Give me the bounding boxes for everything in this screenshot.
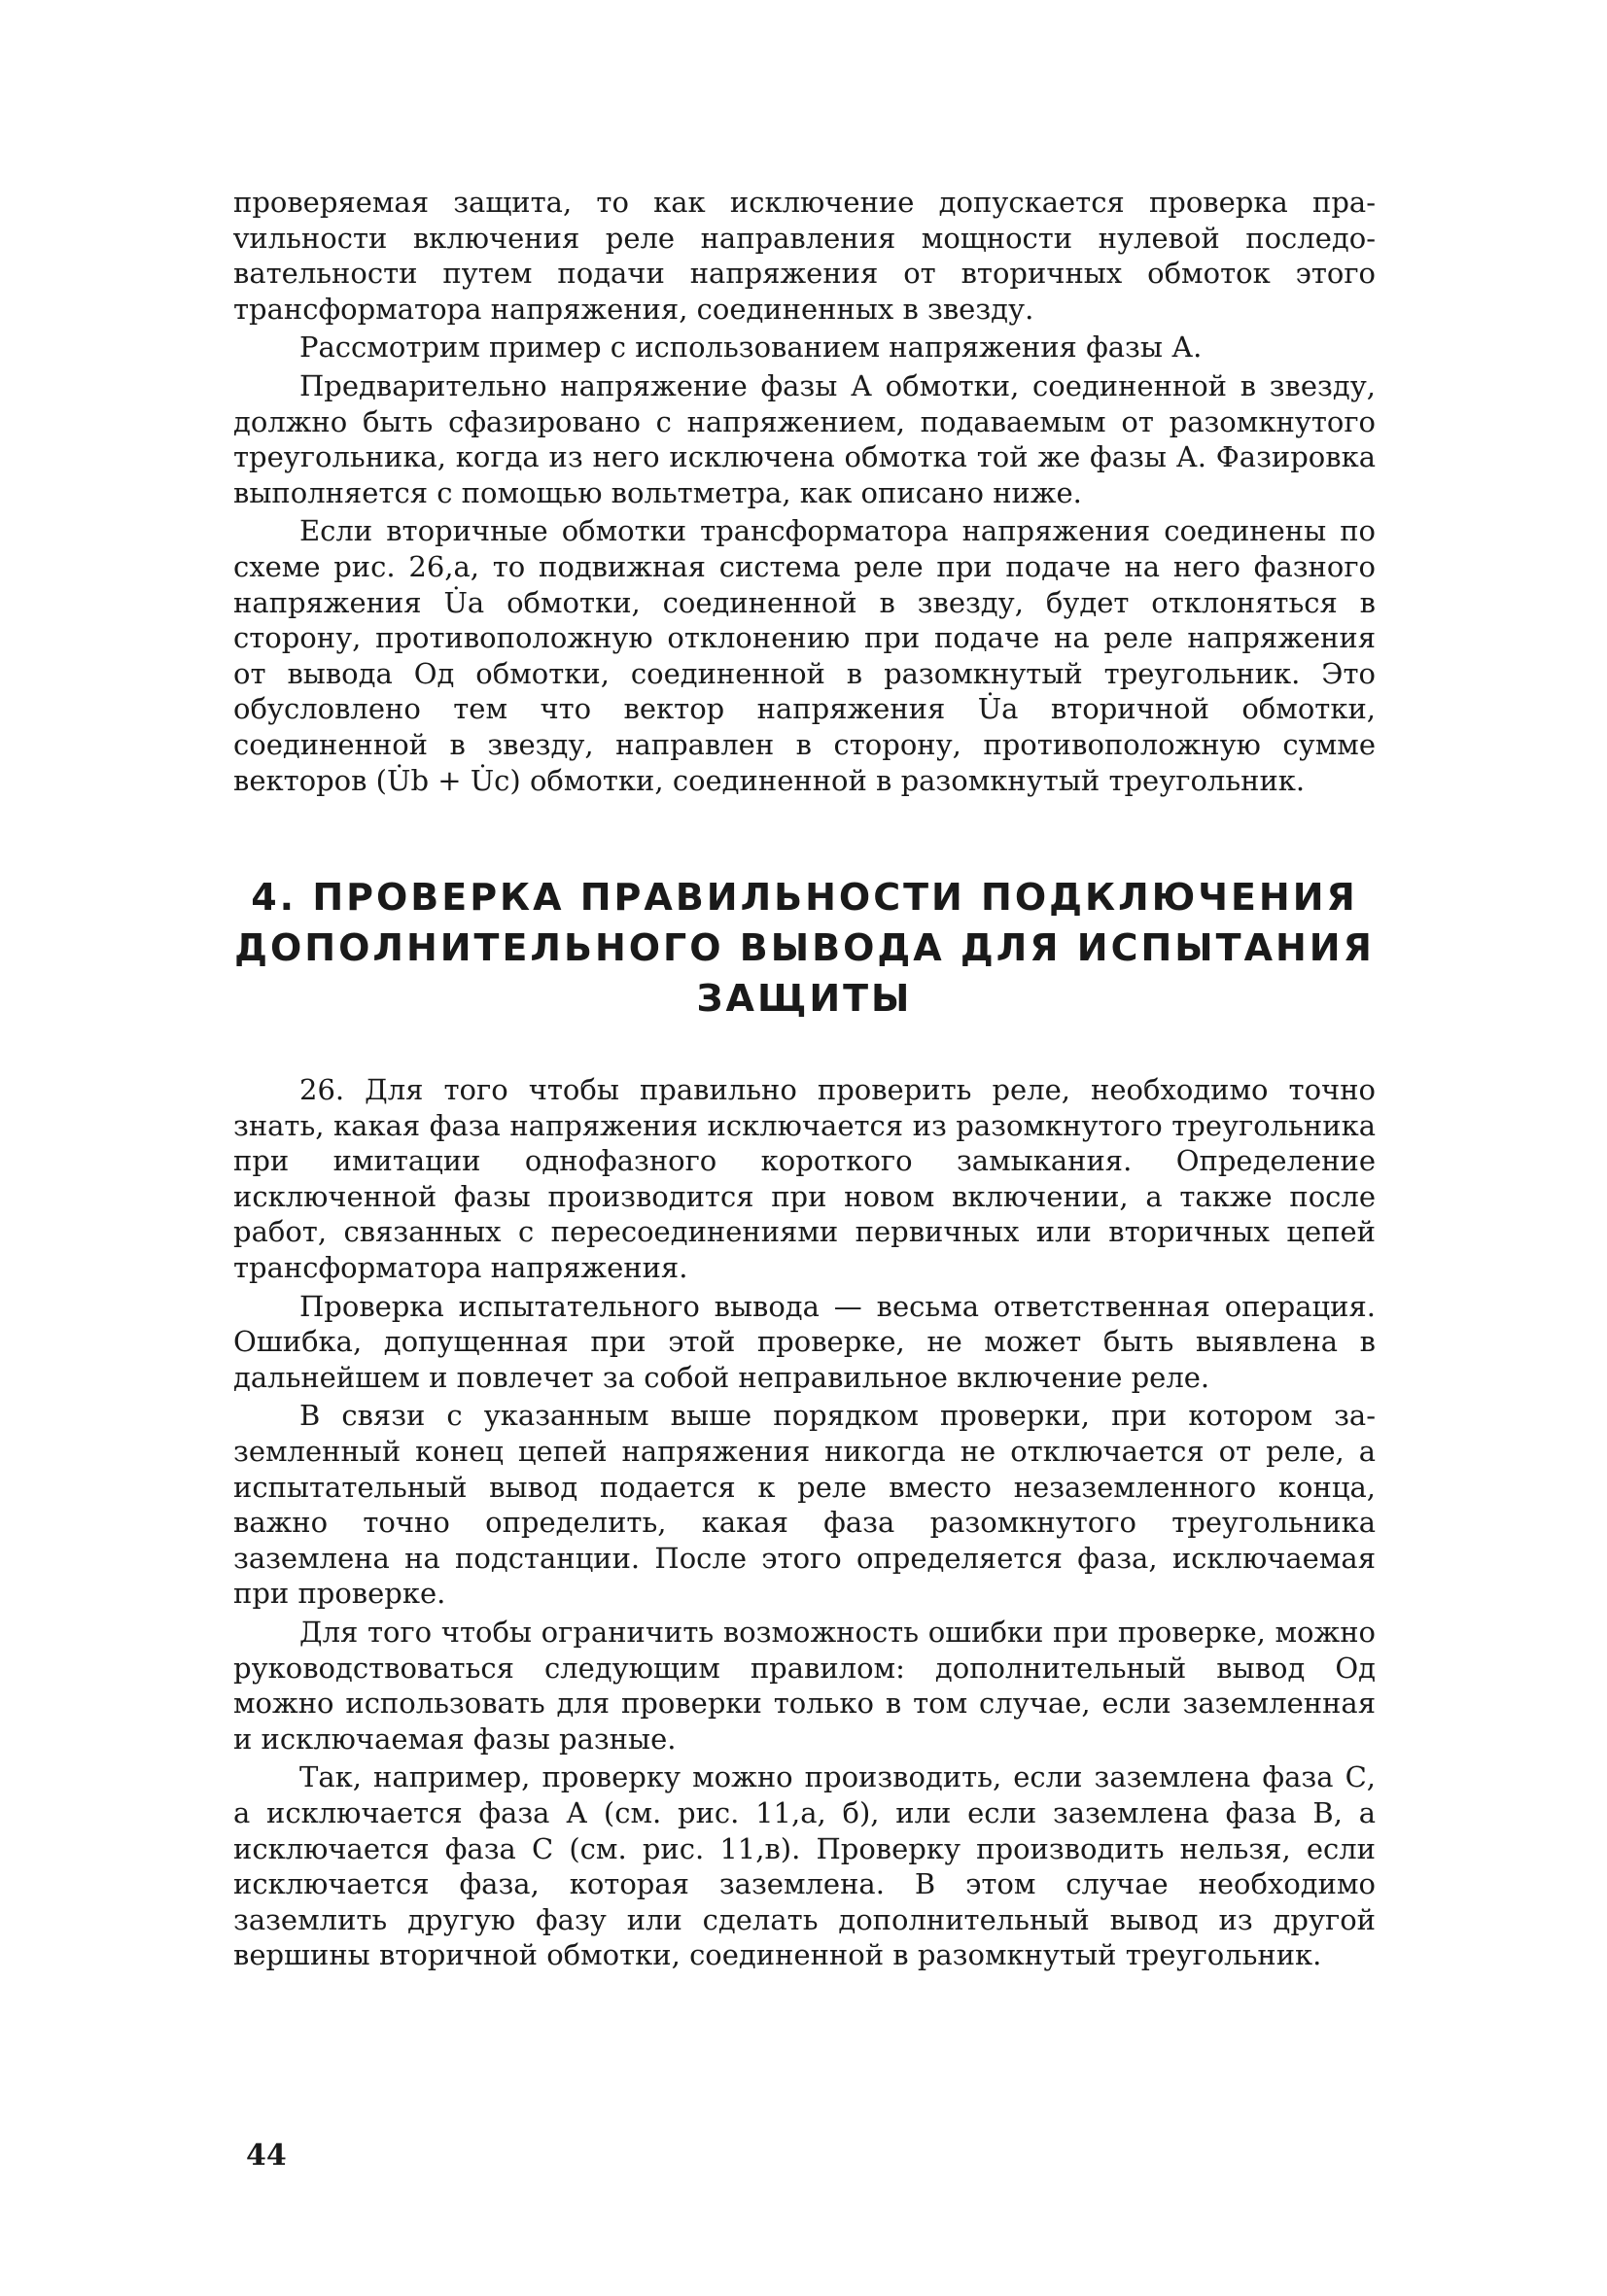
page-number: 44: [246, 2139, 287, 2173]
paragraph-example: Рассмотрим пример с использованием напряжения фазы А.: [299, 330, 1203, 365]
section-heading-line-1: 4. ПРОВЕРКА ПРАВИЛЬНОСТИ ПОДКЛЮЧЕНИЯ: [251, 876, 1358, 920]
paragraph-continued: проверяемая защита, то как исключение допускается проверка праvильности включения реле направления мощности нулевой последовательности путем подачи напряжения от вторичных обмоток этого трансформатора напряжения, соединенных в звезду.: [233, 186, 1376, 326]
paragraph-test-output-check: Проверка испытательного вывода — весьма ответственная операция. Ошибка, допущенная при этой проверке, не может быть выявлена в дальнейшем и повлечет за собой неправильное включение реле.: [233, 1289, 1376, 1394]
paragraph-26: 26. Для того чтобы правильно проверить реле, необходимо точно знать, какая фаза напряжения исключается из разомкнутого треугольника при имитации однофазного короткого замыкания. Определение исключенной фазы производится при новом включении, а также после работ, связанных с пересоединениями первичных или вторичных цепей трансформатора напряжения.: [233, 1073, 1376, 1285]
section-heading-line-3: ЗАЩИТЫ: [696, 977, 913, 1021]
section-heading-line-2: ДОПОЛНИТЕЛЬНОГО ВЫВОДА ДЛЯ ИСПЫТАНИЯ: [234, 926, 1375, 970]
paragraph-rule: Для того чтобы ограничить возможность ошибки при проверке, можно руководствоваться следующим правилом: дополнительный вывод Од можно использовать для проверки только в том случае, если заземленная и исключаемая фазы разные.: [233, 1616, 1376, 1756]
paragraph-grounded-end: В связи с указанным выше порядком проверки, при котором заземленный конец цепей напряжения никогда не отключается от реле, а испытательный вывод подается к реле вместо незаземленного конца, важно точно определить, какая фаза разомкнутого треугольника заземлена на подстанции. После этого определяется фаза, исключаемая при проверке.: [233, 1399, 1376, 1611]
paragraph-phasing: Предварительно напряжение фазы А обмотки, соединенной в звезду, должно быть сфазировано с напряжением, подаваемым от разомкнутого треугольника, когда из него исключена обмотка той же фазы А. Фазировка выполняется с помощью вольтметра, как описано ниже.: [233, 368, 1376, 509]
paragraph-relay-deflection: Если вторичные обмотки трансформатора напряжения соединены по схеме рис. 26,а, то подвижная система реле при подаче на него фазного напряжения U̇а обмотки, соединенной в звезду, будет отклоняться в сторону, противоположную отклонению при подаче на реле напряжения от вывода Од обмотки, соединенной в разомкнутый треугольник. Это обусловлено тем что вектор напряжения U̇а вторичной обмотки, соединенной в звезду, направлен в сторону, противоположную сумме векторов (U̇b + U̇c) обмотки, соединенной в разомкнутый треугольник.: [233, 514, 1376, 797]
page-content: [233, 185, 1376, 1973]
section-heading: [233, 872, 1376, 1024]
paragraph-example-phases: Так, например, проверку можно производить, если заземлена фаза С, а исключается фаза А (см. рис. 11,а, б), или если заземлена фаза В, а исключается фаза С (см. рис. 11,в). Проверку производить нельзя, если исключается фаза, которая заземлена. В этом случае необходимо заземлить другую фазу или сделать дополнительный вывод из другой вершины вторичной обмотки, соединенной в разомкнутый треугольник.: [233, 1760, 1376, 1972]
